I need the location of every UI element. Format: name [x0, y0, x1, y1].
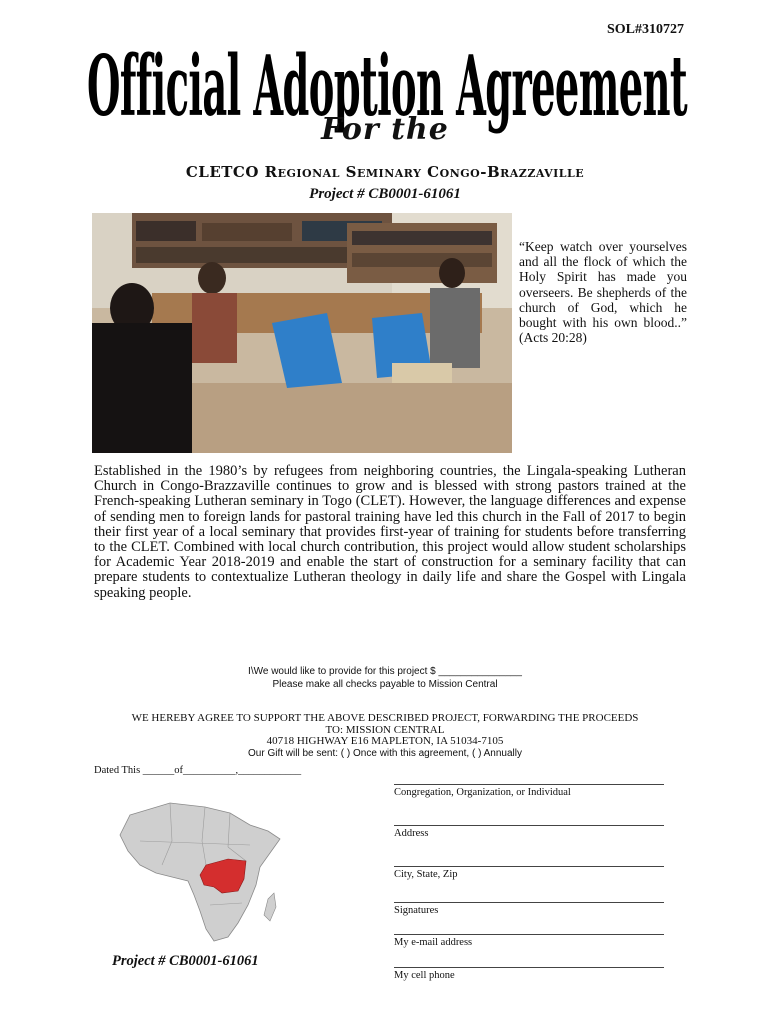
field-label: My e-mail address: [394, 937, 473, 948]
document-title-text: Official Adoption Agreement: [87, 37, 688, 136]
classroom-photo: [92, 213, 512, 453]
subtitle: For the: [321, 112, 449, 147]
project-description: Established in the 1980’s by refugees from neighboring countries, the Lingala-speaking Lutheran Church in Congo-Brazzaville continues to grow and is blessed with strong pastors trained at the French-speaking Lutheran seminary in Togo (CLET). However, the language differences and expense of sending men to foreign lands for pastoral training have led this church in the Fall of 2017 to begin their first year of a local seminary that provides first-year of training for students before transferring to the CLET. Combined with local church contribution, this project would allow student scholarships for Academic Year 2018-2019 and enable the start of construction for a seminary facility that can prepare students to contextualize Lutheran theology in daily life and share the Gospel with Lingala speaking people.: [94, 463, 686, 601]
provide-amount-line[interactable]: I\We would like to provide for this project $ _______________: [248, 666, 522, 677]
field-line[interactable]: [394, 890, 664, 903]
dated-line[interactable]: Dated This ______of__________,____________: [94, 765, 302, 776]
agreement-line-1: WE HEREBY AGREE TO SUPPORT THE ABOVE DESCRIBED PROJECT, FORWARDING THE PROCEEDS: [131, 712, 639, 724]
field-congregation[interactable]: [394, 772, 664, 798]
project-number: Project # CB0001-61061: [309, 186, 461, 202]
field-line[interactable]: [394, 772, 664, 785]
madagascar-island: [264, 893, 276, 921]
footer-project-number: Project # CB0001-61061: [112, 953, 259, 969]
organization-name: CLETCO Regional Seminary Congo-Brazzaville: [185, 163, 585, 181]
field-label: Congregation, Organization, or Individual: [394, 787, 571, 798]
sol-number: SOL#310727: [606, 22, 684, 37]
africa-map: [110, 795, 300, 945]
checks-payable-note: Please make all checks payable to Mission Central: [272, 679, 498, 690]
africa-continent: [120, 803, 280, 941]
field-label: City, State, Zip: [394, 869, 458, 880]
field-city-state-zip[interactable]: [394, 854, 664, 880]
scripture-quote: “Keep watch over yourselves and all the flock of which the Holy Spirit has made you overseers. Be shepherds of the church of God, which he bought with his own blood..” (Acts 20:28): [519, 239, 687, 346]
agreement-line-2: TO: MISSION CENTRAL: [325, 723, 445, 736]
field-cell-phone[interactable]: [394, 955, 664, 981]
field-email[interactable]: [394, 922, 664, 948]
field-line[interactable]: [394, 922, 664, 935]
field-line[interactable]: [394, 813, 664, 826]
agreement-statement: [0, 713, 770, 748]
field-signatures[interactable]: [394, 890, 664, 916]
field-label: My cell phone: [394, 970, 455, 981]
field-address[interactable]: [394, 813, 664, 839]
field-line[interactable]: [394, 955, 664, 968]
field-line[interactable]: [394, 854, 664, 867]
field-label: Address: [394, 828, 429, 839]
gift-frequency-options[interactable]: Our Gift will be sent: ( ) Once with this agreement, ( ) Annually: [248, 748, 522, 759]
agreement-address: 40718 HIGHWAY E16 MAPLETON, IA 51034-7105: [266, 735, 504, 747]
pledge-section: [0, 665, 770, 691]
field-label: Signatures: [394, 905, 439, 916]
